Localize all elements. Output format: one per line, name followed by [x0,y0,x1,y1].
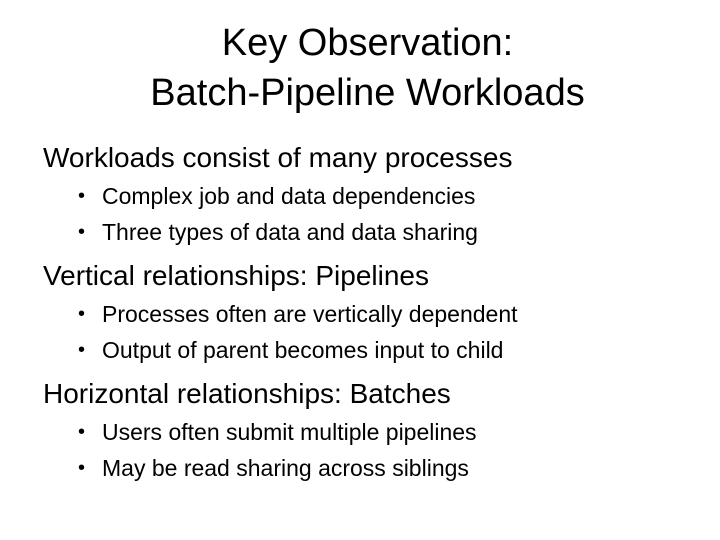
bullet-list [0,178,720,250]
bullet-text: Complex job and data dependencies [102,183,476,209]
bullet-text: Output of parent becomes input to child [102,337,504,363]
bullet-dot-icon: • [78,421,86,443]
bullet-text: Users often submit multiple pipelines [102,419,477,445]
section-horizontal-relationships [0,374,720,486]
bullet-item [78,296,720,332]
bullet-item [78,214,720,250]
bullet-text: Processes often are vertically dependent [102,301,518,327]
bullet-dot-icon: • [78,185,86,207]
bullet-text: Three types of data and data sharing [102,219,478,245]
bullet-item [78,332,720,368]
section-heading: Workloads consist of many processes [43,142,513,173]
title-line-1: Key Observation: [221,22,514,64]
bullet-list [0,414,720,486]
bullet-dot-icon: • [78,457,86,479]
bullet-item [78,450,720,486]
title-line-2: Batch-Pipeline Workloads [150,72,585,114]
slide-body [0,138,720,486]
bullet-dot-icon: • [78,303,86,325]
slide-title [0,18,720,118]
bullet-item [78,178,720,214]
section-workloads [0,138,720,250]
bullet-item [78,414,720,450]
section-heading: Horizontal relationships: Batches [43,378,451,409]
bullet-text: May be read sharing across siblings [102,455,469,481]
bullet-dot-icon: • [78,221,86,243]
bullet-dot-icon: • [78,339,86,361]
bullet-list [0,296,720,368]
section-vertical-relationships [0,256,720,368]
section-heading: Vertical relationships: Pipelines [43,260,429,291]
